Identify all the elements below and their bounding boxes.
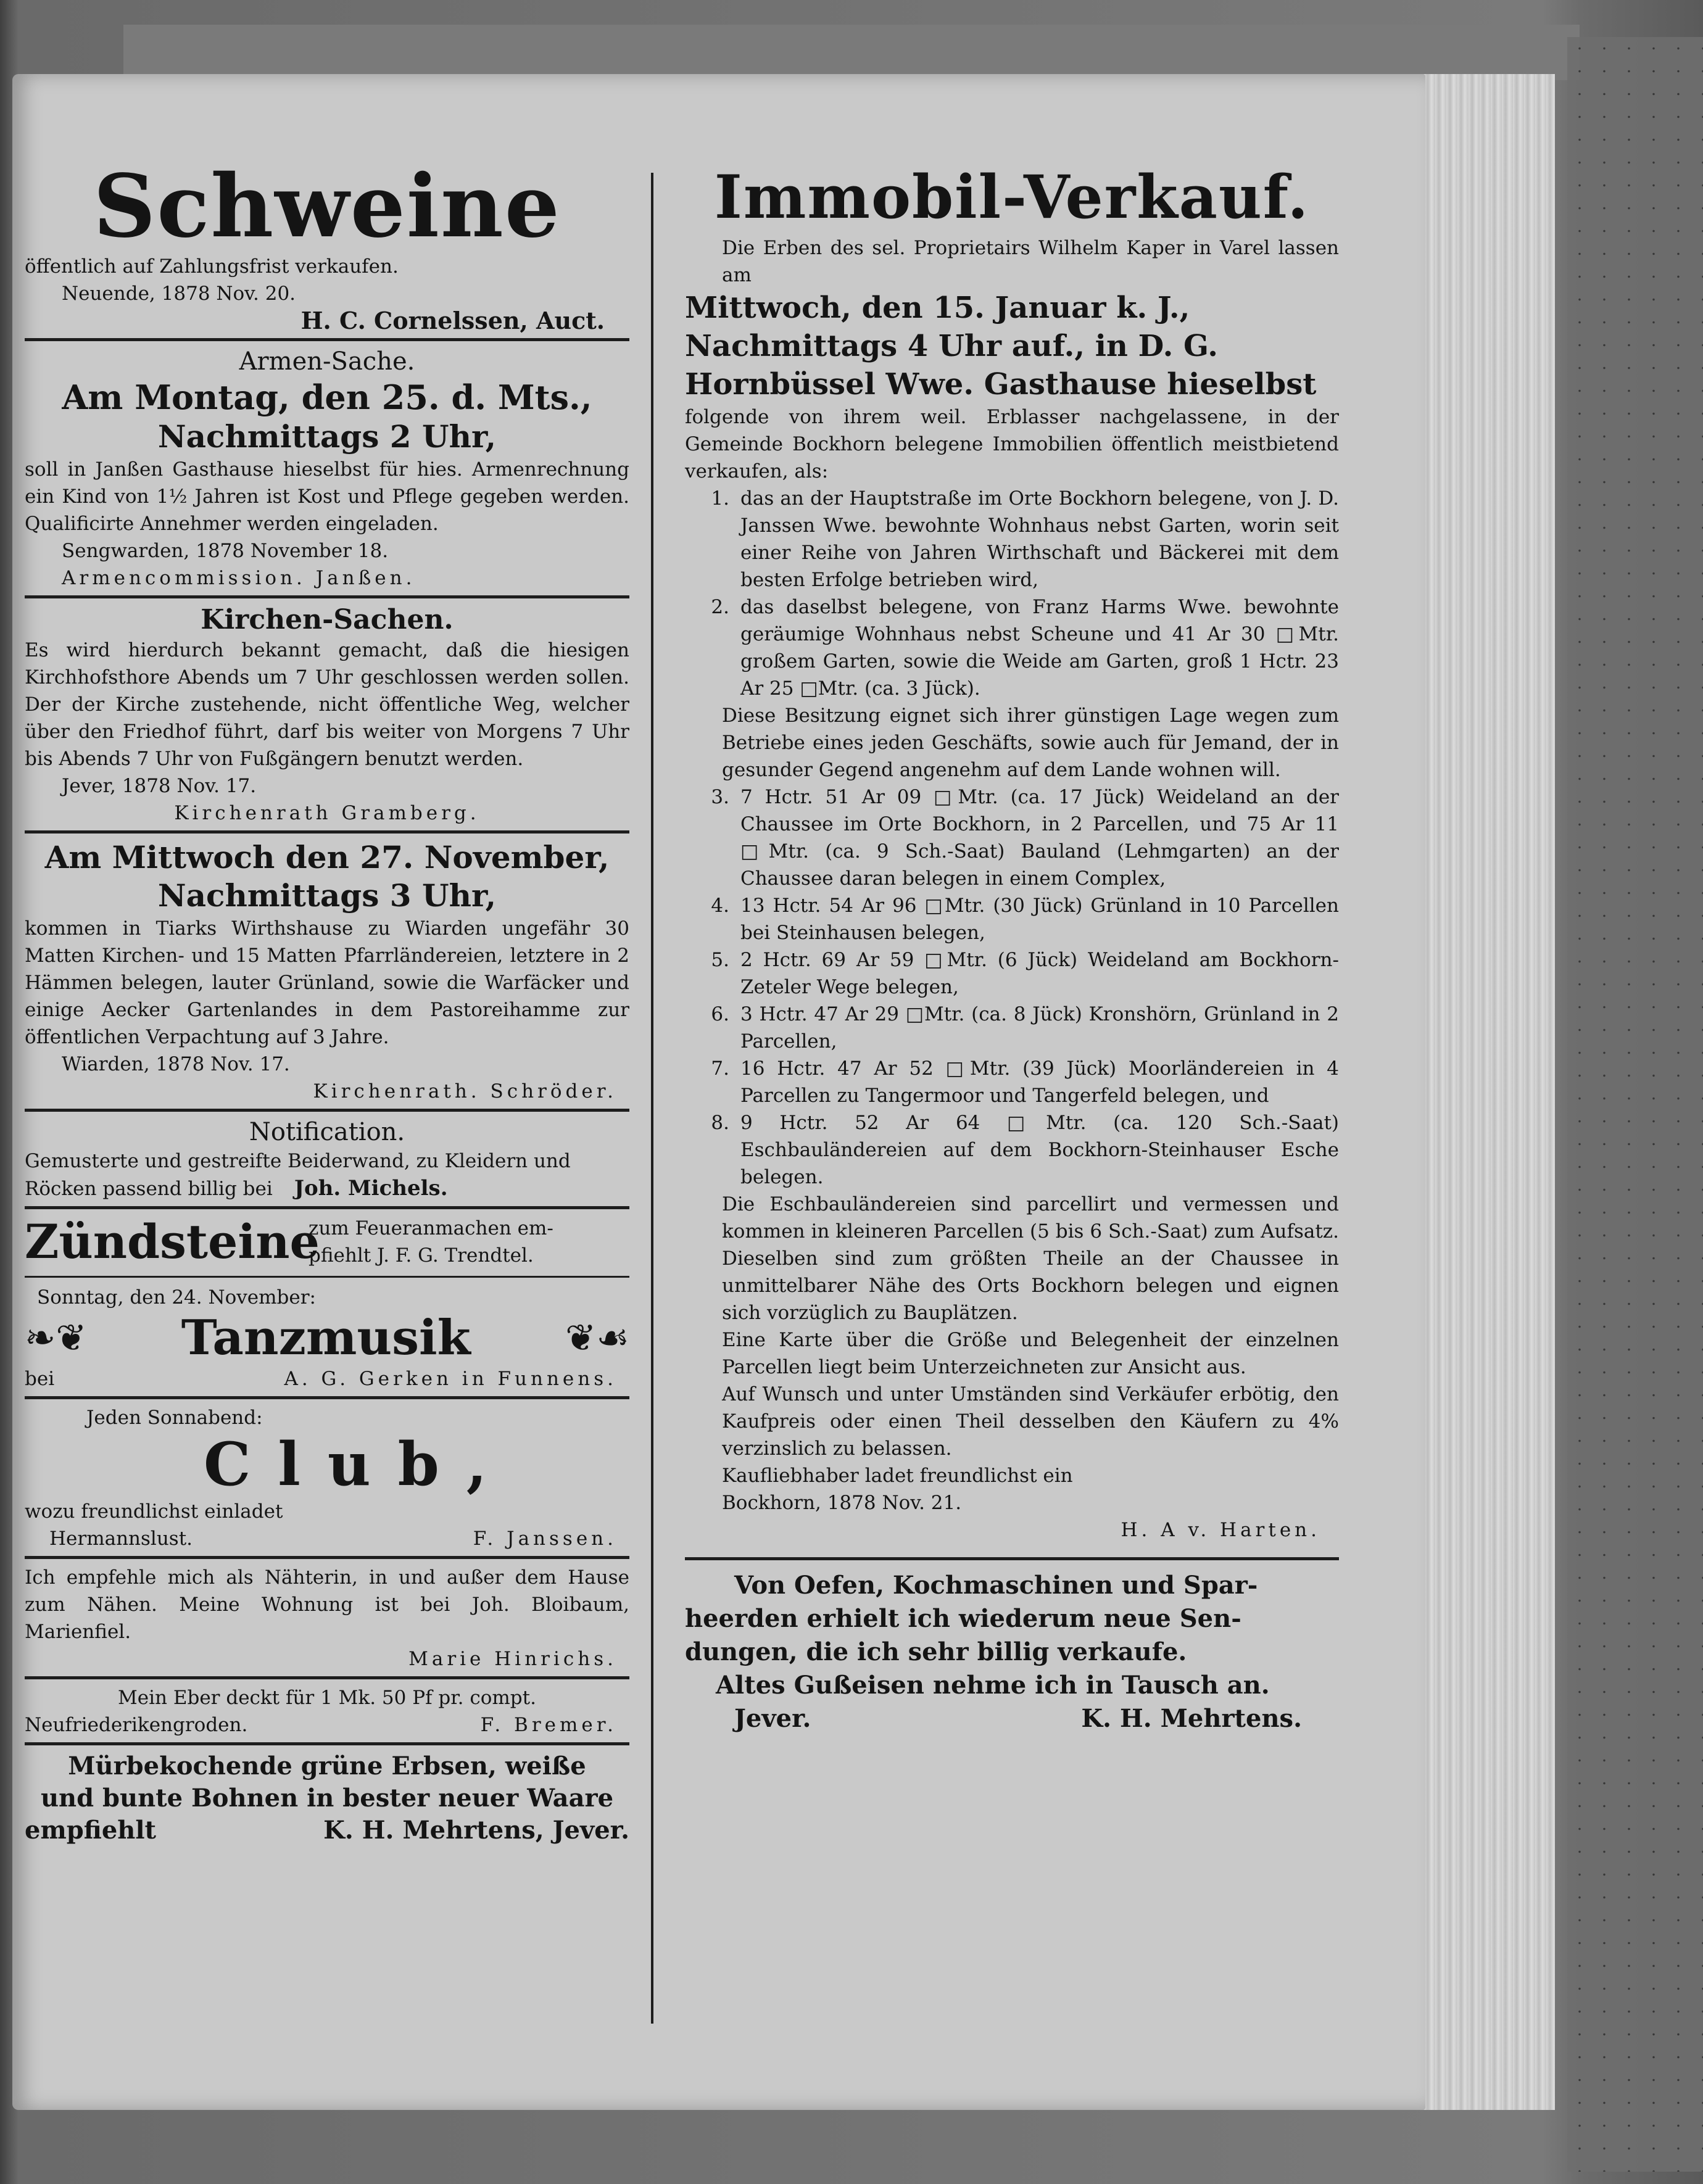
list-item (685, 485, 1339, 594)
tanzmusik-headline: Tanzmusik (181, 1310, 471, 1366)
list-item (685, 594, 1339, 702)
zuendsteine-line1: zum Feueranmachen em- (309, 1217, 553, 1239)
oefen-line1: Von Oefen, Kochmaschinen und Spar- (734, 1571, 1258, 1600)
divider (25, 1676, 629, 1679)
list-item (685, 1109, 1339, 1191)
immobil-place-date: Bockhorn, 1878 Nov. 21. (722, 1492, 962, 1514)
list-item-number: 6. (711, 1003, 729, 1025)
immobil-date1: Mittwoch, den 15. Januar k. J., (685, 291, 1190, 325)
list-item-text: 9 Hctr. 52 Ar 64 □Mtr. (ca. 120 Sch.-Saat) Eschbauländereien auf dem Bockhorn-Steinhauser Esche belegen. (740, 1112, 1339, 1188)
ad-schweine (25, 156, 629, 334)
column-divider (651, 173, 653, 2024)
divider (25, 338, 629, 341)
ornament-right-icon: ❦☙ (565, 1317, 629, 1360)
club-signature: F. Janssen. (473, 1528, 617, 1550)
list-item (685, 1001, 1339, 1055)
list-item-number: 2. (711, 596, 729, 618)
ad-eber (25, 1684, 629, 1739)
armen-time-line: Nachmittags 2 Uhr, (157, 418, 497, 455)
erbsen-line1: Mürbekochende grüne Erbsen, weiße (68, 1752, 586, 1781)
erbsen-line3-right: K. H. Mehrtens, Jever. (323, 1816, 629, 1845)
mittwoch-body: kommen in Tiarks Wirthshause zu Wiarden ungefähr 30 Matten Kirchen- und 15 Matten Pfarrländereien, letztere in 2 Hämmen belegen, lauter Grünland, sowie die Warfäcker und einige Aecker Gartenlandes in dem Pastoreihamme zur öffentlichen Verpachtung auf 3 Jahre. (25, 917, 629, 1048)
list-item-number: 5. (711, 949, 729, 971)
club-line: Jeden Sonnabend: (86, 1407, 263, 1429)
mittwoch-signature: Kirchenrath. Schröder. (313, 1080, 617, 1102)
oefen-signature: K. H. Mehrtens. (1081, 1704, 1302, 1733)
kirchen-signature: Kirchenrath Gramberg. (174, 802, 480, 824)
ad-tanzmusik (25, 1284, 629, 1392)
immobil-middle: Diese Besitzung eignet sich ihrer günstigen Lage wegen zum Betriebe eines jeden Geschäfts, sowie auch für Jemand, der in gesunder Gegend angenehm auf dem Lande wohnen will. (722, 705, 1339, 781)
notification-name: Joh. Michels. (294, 1176, 448, 1201)
immobil-lead: folgende von ihrem weil. Erblasser nachgelassene, in der Gemeinde Bockhorn belegene Immobilien öffentlich meistbietend verkaufen, als: (685, 406, 1339, 482)
list-item-text: das an der Hauptstraße im Orte Bockhorn belegene, von J. D. Janssen Wwe. bewohnte Wohnhaus nebst Garten, worin seit einer Reihe von Jahren Wirthschaft und Bäckerei mit dem besten Erfolge betrieben wird, (740, 487, 1339, 591)
ad-club (25, 1404, 629, 1552)
list-item-number: 1. (711, 487, 729, 510)
schweine-date: Neuende, 1878 Nov. 20. (62, 283, 296, 305)
list-item-text: 16 Hctr. 47 Ar 52 □Mtr. (39 Jück) Moorländereien in 4 Parcellen zu Tangermoor und Tangerfeld belegen, und (740, 1057, 1339, 1107)
list-item-text: 7 Hctr. 51 Ar 09 □Mtr. (ca. 17 Jück) Weideland an der Chaussee im Orte Bockhorn, in 2 Parcellen, und 75 Ar 11 □Mtr. (ca. 9 Sch.-Saat) Bauland (Lehmgarten) an der Chaussee daran belegen in einem Complex, (740, 786, 1339, 890)
kirchen-place-date: Jever, 1878 Nov. 17. (62, 775, 257, 797)
right-column (685, 160, 1339, 1735)
erbsen-line2: und bunte Bohnen in bester neuer Waare (40, 1784, 614, 1813)
list-item-number: 7. (711, 1057, 729, 1080)
eber-place: Neufriederikengroden. (25, 1714, 248, 1736)
divider (25, 1206, 629, 1209)
ad-armen-sache (25, 346, 629, 592)
armen-date-line: Am Montag, den 25. d. Mts., (62, 378, 592, 417)
list-item-text: 2 Hctr. 69 Ar 59 □Mtr. (6 Jück) Weideland am Bockhorn-Zeteler Wege belegen, (740, 949, 1339, 998)
club-invite: wozu freundlichst einladet (25, 1500, 283, 1523)
immobil-date2: Nachmittags 4 Uhr auf., in D. G. (685, 329, 1218, 363)
mittwoch-time-line: Nachmittags 3 Uhr, (157, 877, 497, 914)
divider (25, 1276, 629, 1278)
immobil-headline: Immobil-Verkauf. (714, 162, 1310, 232)
ornament-left-icon: ❧❦ (25, 1317, 87, 1360)
mittwoch-place-date: Wiarden, 1878 Nov. 17. (62, 1053, 290, 1075)
kirchen-body: Es wird hierdurch bekannt gemacht, daß die hiesigen Kirchhofsthore Abends um 7 Uhr geschlossen werden sollen. Der der Kirche zustehende, nicht öffentliche Weg, welcher über den Friedhof führt, darf bis weiter von Morgens 7 Uhr bis Abends 7 Uhr von Fußgängern benutzt werden. (25, 639, 629, 770)
immobil-p1: Die Eschbauländereien sind parcellirt und vermessen und kommen in kleineren Parcellen (5 bis 6 Sch.-Saat) zum Aufsatz. Dieselben sind zum größten Theile an der Chaussee in unmittelbarer Nähe des Orts Bockhorn belegen und eignen sich vorzüglich zu Bauplätzen. (722, 1193, 1339, 1324)
left-column (25, 156, 629, 1847)
list-item-text: 3 Hctr. 47 Ar 29 □Mtr. (ca. 8 Jück) Kronshörn, Grünland in 2 Parcellen, (740, 1003, 1339, 1053)
zuendsteine-headline: Zündsteine (25, 1214, 320, 1269)
immobil-list-b (685, 784, 1339, 1191)
list-item-number: 3. (711, 786, 729, 808)
list-item (685, 784, 1339, 892)
oefen-line3: dungen, die ich sehr billig verkaufe. (685, 1637, 1187, 1666)
armen-heading: Armen-Sache. (239, 347, 415, 376)
eber-signature: F. Bremer. (480, 1714, 617, 1736)
list-item (685, 1055, 1339, 1109)
schweine-headline: Schweine (93, 156, 561, 257)
divider (25, 830, 629, 833)
tanzmusik-bei: bei (25, 1368, 55, 1390)
club-headline: Club, (204, 1429, 515, 1499)
oefen-line2: heerden erhielt ich wiederum neue Sen- (685, 1604, 1241, 1633)
immobil-intro: Die Erben des sel. Proprietairs Wilhelm Kaper in Varel lassen am (722, 237, 1339, 286)
immobil-p3: Auf Wunsch und unter Umständen sind Verkäufer erbötig, den Kaufpreis oder einen Theil desselben den Käufern zu 4% verzinslich zu belassen. (722, 1383, 1339, 1460)
divider (25, 1742, 629, 1745)
ad-kirchen-sachen (25, 603, 629, 827)
list-item (685, 946, 1339, 1001)
immobil-date3: Hornbüssel Wwe. Gasthause hieselbst (685, 367, 1317, 402)
kirchen-heading: Kirchen-Sachen. (201, 604, 454, 635)
armen-signature: Armencommission. Janßen. (62, 567, 416, 589)
divider (25, 1556, 629, 1559)
notification-heading: Notification. (249, 1118, 405, 1146)
immobil-p4: Kaufliebhaber ladet freundlichst ein (722, 1465, 1073, 1487)
immobil-p2: Eine Karte über die Größe und Belegenheit der einzelnen Parcellen liegt beim Unterzeichneten zur Ansicht aus. (722, 1329, 1339, 1378)
newspaper-page (12, 74, 1425, 2110)
eber-line: Mein Eber deckt für 1 Mk. 50 Pf pr. compt. (118, 1687, 536, 1709)
armen-body: soll in Janßen Gasthause hieselbst für hies. Armenrechnung ein Kind von 1½ Jahren ist Kost und Pflege gegeben werden. Qualificirte Annehmer werden eingeladen. (25, 458, 629, 535)
naeherin-body: Ich empfehle mich als Nähterin, in und außer dem Hause zum Nähen. Meine Wohnung ist bei Joh. Bloibaum, Marienfiel. (25, 1566, 629, 1643)
notification-body: Gemusterte und gestreifte Beiderwand, zu Kleidern und Röcken passend billig bei (25, 1150, 571, 1200)
list-item-number: 8. (711, 1112, 729, 1134)
erbsen-line3-left: empfiehlt (25, 1816, 157, 1845)
divider (25, 595, 629, 598)
book-cover-edge (1567, 37, 1703, 2172)
zuendsteine-line2: pfiehlt J. F. G. Trendtel. (309, 1244, 534, 1267)
armen-place-date: Sengwarden, 1878 November 18. (62, 540, 389, 562)
immobil-signature: H. A v. Harten. (1121, 1519, 1320, 1541)
divider (25, 1109, 629, 1112)
oefen-place: Jever. (734, 1704, 811, 1733)
list-item-text: 13 Hctr. 54 Ar 96 □Mtr. (30 Jück) Grünland in 10 Parcellen bei Steinhausen belegen, (740, 895, 1339, 944)
divider (25, 1396, 629, 1399)
schweine-line: öffentlich auf Zahlungsfrist verkaufen. (25, 255, 399, 278)
page-stack-edge (1413, 74, 1555, 2110)
ad-zuendsteine (25, 1214, 629, 1270)
immobil-list-a (685, 485, 1339, 702)
tanzmusik-sunday: Sonntag, den 24. November: (37, 1286, 316, 1309)
ad-notification (25, 1117, 629, 1202)
ad-erbsen (25, 1750, 629, 1847)
ad-mittwoch-verpachtung (25, 838, 629, 1105)
tanzmusik-host: A. G. Gerken in Funnens. (284, 1368, 617, 1390)
club-place: Hermannslust. (49, 1528, 193, 1550)
ad-immobil-verkauf (685, 160, 1339, 1544)
divider (685, 1557, 1339, 1560)
naeherin-signature: Marie Hinrichs. (408, 1648, 617, 1670)
ad-oefen (685, 1565, 1339, 1735)
list-item (685, 892, 1339, 946)
list-item-text: das daselbst belegene, von Franz Harms Wwe. bewohnte geräumige Wohnhaus nebst Scheune und 41 Ar 30 □Mtr. großem Garten, sowie die Weide am Garten, groß 1 Hctr. 23 Ar 25 □Mtr. (ca. 3 Jück). (740, 596, 1339, 700)
list-item-number: 4. (711, 895, 729, 917)
schweine-signature: H. C. Cornelssen, Auct. (300, 307, 605, 334)
oefen-line4: Altes Gußeisen nehme ich in Tausch an. (716, 1671, 1270, 1700)
book-cover-top (123, 25, 1580, 80)
mittwoch-date-line: Am Mittwoch den 27. November, (44, 839, 610, 875)
ad-naeherin (25, 1564, 629, 1673)
